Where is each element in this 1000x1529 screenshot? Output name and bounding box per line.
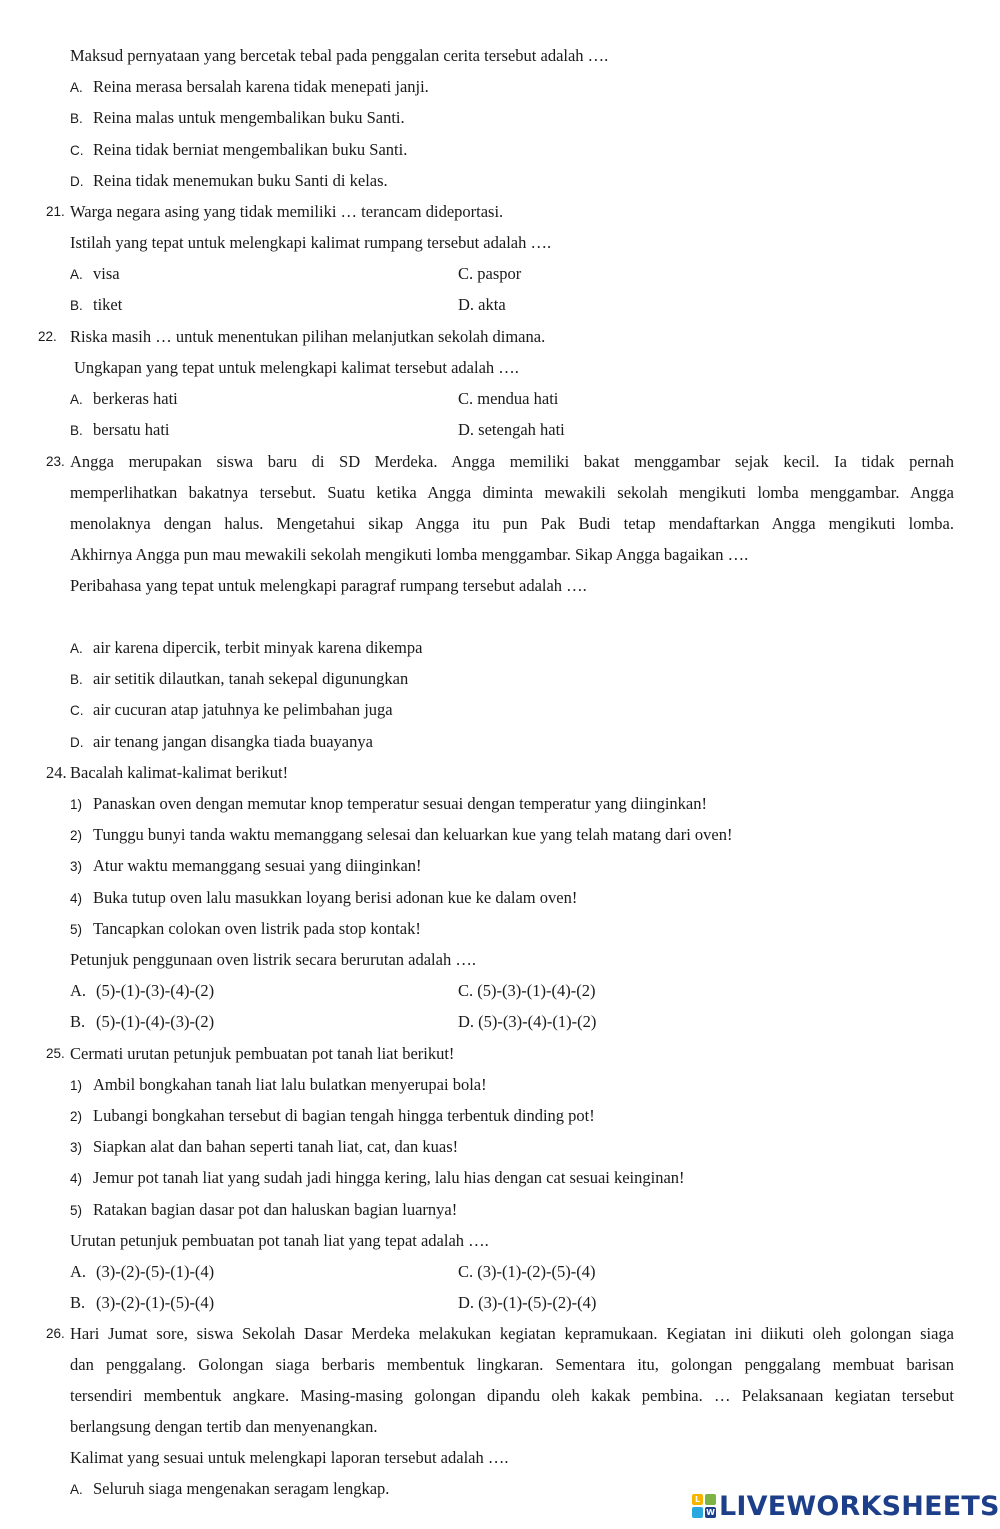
- step-number: 1): [70, 797, 83, 812]
- q25-prompt: Urutan petunjuk pembuatan pot tanah liat yang tepat adalah ….: [70, 1231, 489, 1250]
- step-text: Buka tutup oven lalu masukkan loyang berisi adonan kue ke dalam oven!: [93, 888, 578, 907]
- q23-option-a[interactable]: [70, 638, 422, 659]
- q24-option-c[interactable]: [458, 981, 595, 1001]
- option-text: visa: [93, 264, 120, 283]
- option-label: A.: [70, 392, 83, 407]
- q23-option-b[interactable]: [70, 669, 408, 690]
- q23-paragraph-line: Angga merupakan siswa baru di SD Merdeka. Angga memiliki bakat menggambar sejak kecil. Ia tidak pernah: [70, 452, 954, 471]
- step-number: 3): [70, 859, 83, 874]
- step-number: 5): [70, 922, 83, 937]
- q20-option-c[interactable]: [70, 140, 407, 161]
- liveworksheets-logo: [692, 1489, 1000, 1523]
- step-text: Ambil bongkahan tanah liat lalu bulatkan menyerupai bola!: [93, 1075, 487, 1094]
- option-text: setengah hati: [478, 420, 565, 439]
- q23-number: 23.: [46, 454, 65, 469]
- q21-option-a[interactable]: [70, 264, 120, 285]
- option-text: (3)-(1)-(2)-(5)-(4): [477, 1262, 596, 1281]
- q25-step: [70, 1137, 458, 1158]
- option-text: (5)-(1)-(3)-(4)-(2): [96, 981, 215, 1000]
- option-label: C.: [458, 1262, 474, 1281]
- q26-prompt: Kalimat yang sesuai untuk melengkapi laporan tersebut adalah ….: [70, 1448, 509, 1467]
- q23-option-c[interactable]: [70, 700, 393, 721]
- q24-option-d[interactable]: [458, 1012, 596, 1032]
- option-label: B.: [70, 111, 83, 126]
- q22-number: 22.: [38, 329, 57, 344]
- option-text: Seluruh siaga mengenakan seragam lengkap.: [93, 1479, 390, 1498]
- step-number: 4): [70, 1171, 83, 1186]
- option-label: B.: [70, 423, 83, 438]
- q26-paragraph-line: dan penggalang. Golongan siaga berbaris membentuk lingkaran. Sementara itu, golongan penggalang membuat barisan: [70, 1355, 954, 1374]
- q24-step: [70, 919, 421, 940]
- option-text: air setitik dilautkan, tanah sekepal digunungkan: [93, 669, 409, 688]
- option-text: paspor: [477, 264, 522, 283]
- step-number: 4): [70, 891, 83, 906]
- q25-stem: Cermati urutan petunjuk pembuatan pot tanah liat berikut!: [70, 1044, 455, 1063]
- q24-option-b[interactable]: [70, 1012, 214, 1032]
- q22-option-c[interactable]: [458, 389, 558, 409]
- q24-step: [70, 825, 733, 846]
- q20-option-b[interactable]: [70, 108, 405, 129]
- step-number: 1): [70, 1078, 83, 1093]
- liveworksheets-wordmark: LIVEWORKSHEETS: [719, 1490, 1000, 1522]
- q24-step: [70, 856, 422, 877]
- step-text: Lubangi bongkahan tersebut di bagian tengah hingga terbentuk dinding pot!: [93, 1106, 595, 1125]
- option-text: bersatu hati: [93, 420, 170, 439]
- q24-option-a[interactable]: [70, 981, 214, 1001]
- step-text: Tancapkan colokan oven listrik pada stop kontak!: [93, 919, 421, 938]
- q26-option-a[interactable]: [70, 1479, 389, 1500]
- step-number: 2): [70, 1109, 83, 1124]
- option-label: A.: [70, 641, 83, 656]
- q26-paragraph-line: berlangsung dengan tertib dan menyenangkan.: [70, 1417, 378, 1436]
- q26-paragraph-line: Hari Jumat sore, siswa Sekolah Dasar Merdeka melakukan kegiatan kepramukaan. Kegiatan ini diikuti oleh golongan siaga: [70, 1324, 954, 1343]
- option-label: D.: [458, 420, 475, 439]
- step-text: Ratakan bagian dasar pot dan haluskan bagian luarnya!: [93, 1200, 458, 1219]
- step-text: Atur waktu memanggang sesuai yang diinginkan!: [93, 856, 422, 875]
- q24-step: [70, 794, 707, 815]
- option-label: D.: [70, 174, 84, 189]
- q22-prompt: Ungkapan yang tepat untuk melengkapi kalimat tersebut adalah ….: [74, 358, 519, 377]
- option-text: air karena dipercik, terbit minyak karena dikempa: [93, 638, 423, 657]
- option-label: B.: [70, 672, 83, 687]
- option-text: akta: [478, 295, 506, 314]
- option-label: C.: [70, 143, 84, 158]
- option-text: mendua hati: [477, 389, 559, 408]
- q25-number: 25.: [46, 1046, 65, 1061]
- q23-paragraph-line: menolaknya dengan halus. Mengetahui sikap Angga itu pun Pak Budi tetap mendaftarkan Angga mengikuti lomba.: [70, 514, 954, 533]
- q22-option-a[interactable]: [70, 389, 178, 410]
- step-text: Jemur pot tanah liat yang sudah jadi hingga kering, lalu hias dengan cat sesuai keinginan!: [93, 1168, 685, 1187]
- option-text: (5)-(3)-(1)-(4)-(2): [477, 981, 596, 1000]
- option-label: B.: [70, 1293, 86, 1312]
- q25-step: [70, 1200, 457, 1221]
- q21-option-b[interactable]: [70, 295, 122, 316]
- option-text: (3)-(2)-(1)-(5)-(4): [96, 1293, 215, 1312]
- q25-option-b[interactable]: [70, 1293, 214, 1313]
- q23-prompt: Peribahasa yang tepat untuk melengkapi paragraf rumpang tersebut adalah ….: [70, 576, 587, 595]
- q23-paragraph-line: memperlihatkan bakatnya tersebut. Suatu ketika Angga diminta mewakili sekolah mengikuti lomba menggambar. Angga: [70, 483, 954, 502]
- logo-tile: [705, 1494, 716, 1505]
- option-label: C.: [458, 981, 474, 1000]
- q25-step: [70, 1075, 487, 1096]
- option-label: A.: [70, 1262, 87, 1281]
- option-text: Reina malas untuk mengembalikan buku Santi.: [93, 108, 405, 127]
- q22-option-d[interactable]: [458, 420, 565, 440]
- option-label: D.: [70, 735, 84, 750]
- q22-option-b[interactable]: [70, 420, 170, 441]
- option-label: D.: [458, 295, 475, 314]
- q20-prompt: Maksud pernyataan yang bercetak tebal pada penggalan cerita tersebut adalah ….: [70, 46, 609, 65]
- option-label: A.: [70, 981, 87, 1000]
- step-number: 2): [70, 828, 83, 843]
- option-text: tiket: [93, 295, 123, 314]
- step-number: 3): [70, 1140, 83, 1155]
- liveworksheets-logo-icon: [692, 1494, 716, 1518]
- q26-number: 26.: [46, 1326, 65, 1341]
- logo-letter: L: [692, 1494, 703, 1505]
- q20-option-d[interactable]: [70, 171, 388, 192]
- q25-option-c[interactable]: [458, 1262, 595, 1282]
- option-label: A.: [70, 267, 83, 282]
- q21-stem: Warga negara asing yang tidak memiliki … terancam dideportasi.: [70, 202, 504, 221]
- q26-paragraph-line: tersendiri membentuk angkare. Masing-masing golongan dipandu oleh kakak pembina. … Pelaksanaan kegiatan tersebut: [70, 1386, 954, 1405]
- option-label: A.: [70, 1482, 83, 1497]
- q21-option-c[interactable]: [458, 264, 521, 284]
- step-text: Tunggu bunyi tanda waktu memanggang selesai dan keluarkan kue yang telah matang dari oven!: [93, 825, 733, 844]
- q22-stem: Riska masih … untuk menentukan pilihan melanjutkan sekolah dimana.: [70, 327, 546, 346]
- option-text: (5)-(3)-(4)-(1)-(2): [478, 1012, 597, 1031]
- q25-step: [70, 1106, 595, 1127]
- step-text: Panaskan oven dengan memutar knop temperatur sesuai dengan temperatur yang diinginkan!: [93, 794, 707, 813]
- option-label: D.: [458, 1293, 475, 1312]
- q23-option-d[interactable]: [70, 732, 373, 753]
- logo-letter: W: [706, 1508, 715, 1517]
- option-label: B.: [70, 298, 83, 313]
- step-text: Siapkan alat dan bahan seperti tanah liat, cat, dan kuas!: [93, 1137, 459, 1156]
- q24-number: 24.: [46, 763, 67, 782]
- option-label: C.: [458, 264, 474, 283]
- q25-option-a[interactable]: [70, 1262, 214, 1282]
- option-text: (5)-(1)-(4)-(3)-(2): [96, 1012, 215, 1031]
- option-text: berkeras hati: [93, 389, 178, 408]
- q24-prompt: Petunjuk penggunaan oven listrik secara berurutan adalah ….: [70, 950, 476, 969]
- q25-step: [70, 1168, 685, 1189]
- q21-number: 21.: [46, 204, 65, 219]
- option-text: Reina merasa bersalah karena tidak menepati janji.: [93, 77, 429, 96]
- q21-option-d[interactable]: [458, 295, 506, 315]
- q25-option-d[interactable]: [458, 1293, 596, 1313]
- option-label: D.: [458, 1012, 475, 1031]
- option-label: C.: [70, 703, 84, 718]
- option-text: Reina tidak menemukan buku Santi di kelas.: [93, 171, 388, 190]
- option-text: (3)-(1)-(5)-(2)-(4): [478, 1293, 597, 1312]
- q21-prompt: Istilah yang tepat untuk melengkapi kalimat rumpang tersebut adalah ….: [70, 233, 552, 252]
- logo-tile: [692, 1507, 703, 1518]
- option-text: (3)-(2)-(5)-(1)-(4): [96, 1262, 215, 1281]
- q24-stem: Bacalah kalimat-kalimat berikut!: [70, 763, 289, 782]
- option-text: air tenang jangan disangka tiada buayanya: [93, 732, 373, 751]
- option-label: B.: [70, 1012, 86, 1031]
- option-text: air cucuran atap jatuhnya ke pelimbahan juga: [93, 700, 393, 719]
- option-label: C.: [458, 389, 474, 408]
- q23-paragraph-line: Akhirnya Angga pun mau mewakili sekolah mengikuti lomba menggambar. Sikap Angga bagaikan ….: [70, 545, 749, 564]
- q24-step: [70, 888, 577, 909]
- option-label: A.: [70, 80, 83, 95]
- q20-option-a[interactable]: [70, 77, 429, 98]
- option-text: Reina tidak berniat mengembalikan buku Santi.: [93, 140, 408, 159]
- step-number: 5): [70, 1203, 83, 1218]
